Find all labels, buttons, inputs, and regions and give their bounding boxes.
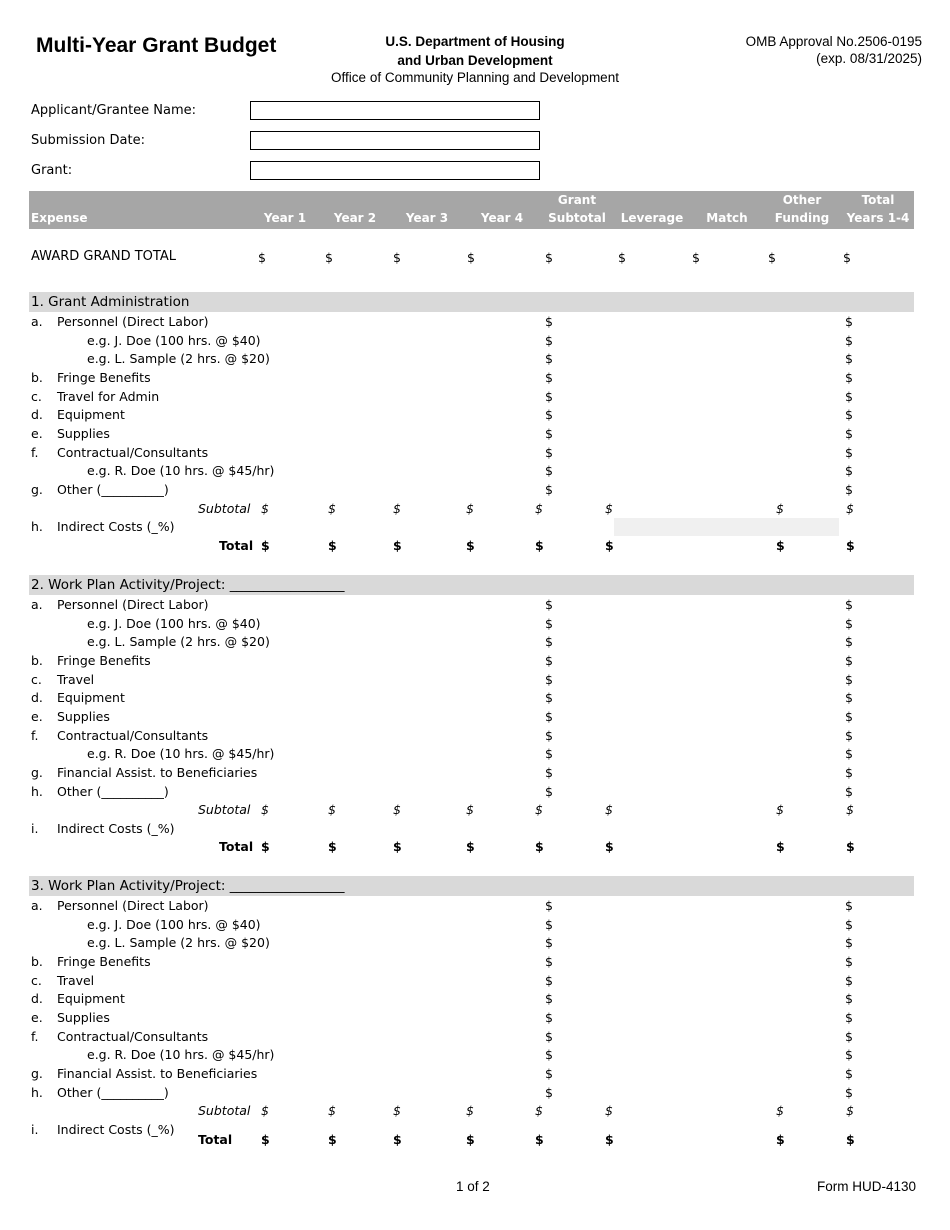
row-letter: a. [31,314,43,329]
grant-subtotal-amount[interactable]: $ [545,425,553,441]
subtotal-amount[interactable]: $ [328,802,336,818]
total-amount[interactable]: $ [845,708,853,724]
total-amount[interactable]: $ [845,727,853,743]
total-row-amount[interactable]: $ [393,1131,402,1147]
total-amount[interactable]: $ [845,898,853,913]
row-label: Supplies [57,425,110,441]
grant-subtotal-amount[interactable]: $ [545,615,553,631]
row-letter: g. [31,481,43,497]
total-row-amount[interactable]: $ [846,839,855,855]
grand-total-amount[interactable]: $ [258,250,266,265]
col-total-1: Total [861,193,895,207]
total-amount[interactable]: $ [845,351,853,367]
total-amount[interactable]: $ [845,746,853,762]
row-label: Other (__________) [57,1084,169,1100]
row-label: Fringe Benefits [57,953,151,969]
row-letter: g. [31,1065,43,1081]
row-label: e.g. L. Sample (2 hrs. @ $20) [87,634,270,650]
grand-total-amount[interactable]: $ [768,250,776,265]
row-label: Equipment [57,991,125,1007]
grant-subtotal-amount[interactable]: $ [545,332,553,348]
total-amount[interactable]: $ [845,953,853,969]
col-year4: Year 4 [480,211,524,225]
total-amount[interactable]: $ [845,764,853,780]
total-amount[interactable]: $ [845,783,853,799]
applicant-name-field[interactable] [250,101,540,120]
row-label: Personnel (Direct Labor) [57,597,209,612]
subtotal-amount[interactable]: $ [846,802,854,818]
indirect-costs-label: Indirect Costs (_%) [57,1121,175,1137]
subtotal-amount[interactable]: $ [466,802,474,818]
subtotal-amount[interactable]: $ [393,500,401,516]
subtotal-label: Subtotal [198,500,251,516]
grant-subtotal-amount[interactable]: $ [545,481,553,497]
total-row-amount[interactable]: $ [776,1131,785,1147]
col-grant-subtotal-2: Subtotal [548,211,606,225]
row-label: Personnel (Direct Labor) [57,898,209,913]
omb-approval: OMB Approval No.2506-0195 [745,34,922,49]
col-match: Match [706,211,748,225]
grant-subtotal-amount[interactable]: $ [545,1028,553,1044]
row-label: e.g. J. Doe (100 hrs. @ $40) [87,615,261,631]
row-letter: h. [31,519,43,535]
subtotal-amount[interactable]: $ [535,500,543,516]
row-letter: e. [31,1009,43,1025]
subtotal-amount[interactable]: $ [605,1103,613,1119]
submission-date-field[interactable] [250,131,540,150]
total-row-amount[interactable]: $ [466,537,475,553]
total-row-amount[interactable]: $ [846,537,855,553]
row-label: Supplies [57,1009,110,1025]
col-grant-subtotal-1: Grant [557,193,597,207]
row-label: Financial Assist. to Beneficiaries [57,764,258,780]
row-label: e.g. L. Sample (2 hrs. @ $20) [87,351,270,367]
grand-total-amount[interactable]: $ [618,250,626,265]
row-label: Travel for Admin [57,388,160,404]
row-letter: c. [31,671,42,687]
subtotal-amount[interactable]: $ [846,1103,854,1119]
col-leverage: Leverage [620,211,684,225]
form-number: Form HUD-4130 [816,1179,916,1194]
total-amount[interactable]: $ [845,369,853,385]
page-title: Multi-Year Grant Budget [36,34,277,57]
row-letter: d. [31,690,43,706]
grant-subtotal-amount[interactable]: $ [545,597,553,612]
grant-subtotal-amount[interactable]: $ [545,671,553,687]
grant-subtotal-amount[interactable]: $ [545,935,553,951]
total-row-amount[interactable]: $ [261,839,270,855]
omb-expiry: (exp. 08/31/2025) [816,51,922,66]
grand-total-amount[interactable]: $ [325,250,333,265]
subtotal-amount[interactable]: $ [261,1103,269,1119]
subtotal-amount[interactable]: $ [605,500,613,516]
row-letter: a. [31,898,43,913]
subtotal-amount[interactable]: $ [393,1103,401,1119]
row-letter: c. [31,388,42,404]
col-expense: Expense [31,211,88,225]
indirect-costs-label: Indirect Costs (_%) [57,820,175,836]
total-amount[interactable]: $ [845,671,853,687]
row-label: Other (__________) [57,783,169,799]
section-header [29,876,914,896]
total-row-amount[interactable]: $ [261,1131,270,1147]
subtotal-amount[interactable]: $ [466,500,474,516]
indirect-costs-label: Indirect Costs (_%) [57,519,175,535]
grant-subtotal-amount[interactable]: $ [545,690,553,706]
subtotal-amount[interactable]: $ [261,500,269,516]
total-amount[interactable]: $ [845,425,853,441]
row-label: e.g. R. Doe (10 hrs. @ $45/hr) [87,1047,275,1063]
total-amount[interactable]: $ [845,615,853,631]
row-letter: a. [31,597,43,612]
subtotal-amount[interactable]: $ [261,802,269,818]
row-label: Contractual/Consultants [57,444,209,460]
total-row-amount[interactable]: $ [776,537,785,553]
row-label: Fringe Benefits [57,369,151,385]
row-letter: e. [31,425,43,441]
grant-subtotal-amount[interactable]: $ [545,314,553,329]
total-row-amount[interactable]: $ [466,839,475,855]
grant-subtotal-amount[interactable]: $ [545,746,553,762]
col-total-2: Years 1-4 [846,211,910,225]
total-row-amount[interactable]: $ [328,839,337,855]
total-row-amount[interactable]: $ [535,839,544,855]
subtotal-amount[interactable]: $ [328,500,336,516]
grant-subtotal-amount[interactable]: $ [545,708,553,724]
page-number: 1 of 2 [456,1179,490,1194]
total-amount[interactable]: $ [845,634,853,650]
row-letter: i. [31,820,39,836]
subtotal-amount[interactable]: $ [328,1103,336,1119]
row-letter: h. [31,1084,43,1100]
grand-total-amount[interactable]: $ [843,250,851,265]
grant-subtotal-amount[interactable]: $ [545,634,553,650]
total-amount[interactable]: $ [845,332,853,348]
subtotal-amount[interactable]: $ [776,500,784,516]
grant-subtotal-amount[interactable]: $ [545,1047,553,1063]
grant-subtotal-amount[interactable]: $ [545,652,553,668]
grand-total-amount[interactable]: $ [545,250,553,265]
grant-subtotal-amount[interactable]: $ [545,444,553,460]
total-amount[interactable]: $ [845,481,853,497]
total-row-amount[interactable]: $ [535,1131,544,1147]
row-letter: d. [31,407,43,423]
grant-subtotal-amount[interactable]: $ [545,953,553,969]
row-label: Personnel (Direct Labor) [57,314,209,329]
grant-subtotal-amount[interactable]: $ [545,388,553,404]
col-year3: Year 3 [405,211,449,225]
section-header [29,575,914,595]
col-year1: Year 1 [263,211,307,225]
subtotal-amount[interactable]: $ [776,802,784,818]
row-label: e.g. J. Doe (100 hrs. @ $40) [87,332,261,348]
grant-subtotal-amount[interactable]: $ [545,463,553,479]
total-amount[interactable]: $ [845,935,853,951]
total-row-amount[interactable]: $ [776,839,785,855]
section-title: 3. Work Plan Activity/Project: _________________ [31,878,345,894]
total-amount[interactable]: $ [845,444,853,460]
total-amount[interactable]: $ [845,463,853,479]
total-row-amount[interactable]: $ [393,839,402,855]
total-label: Total [219,537,254,553]
row-label: Other (__________) [57,481,169,497]
row-label: Contractual/Consultants [57,727,209,743]
total-amount[interactable]: $ [845,314,853,329]
grant-subtotal-amount[interactable]: $ [545,991,553,1007]
row-letter: f. [31,444,39,460]
total-row-amount[interactable]: $ [466,1131,475,1147]
row-letter: b. [31,953,43,969]
row-label: Equipment [57,690,125,706]
grant-subtotal-amount[interactable]: $ [545,407,553,423]
grant-field[interactable] [250,161,540,180]
grand-total-label: AWARD GRAND TOTAL [31,249,176,264]
section-title: 2. Work Plan Activity/Project: _________________ [31,577,345,593]
subtotal-label: Subtotal [198,802,251,818]
row-letter: f. [31,1028,39,1044]
row-letter: b. [31,652,43,668]
row-label: Financial Assist. to Beneficiaries [57,1065,258,1081]
row-letter: f. [31,727,39,743]
subtotal-amount[interactable]: $ [846,500,854,516]
row-letter: h. [31,783,43,799]
total-row-amount[interactable]: $ [328,1131,337,1147]
row-label: e.g. R. Doe (10 hrs. @ $45/hr) [87,463,275,479]
row-letter: g. [31,764,43,780]
col-other-2: Funding [774,211,830,225]
grant-label: Grant: [31,163,73,178]
grant-subtotal-amount[interactable]: $ [545,916,553,932]
total-amount[interactable]: $ [845,690,853,706]
total-row-amount[interactable]: $ [393,537,402,553]
applicant-name-label: Applicant/Grantee Name: [31,103,197,118]
subtotal-amount[interactable]: $ [393,802,401,818]
row-letter: i. [31,1121,39,1137]
row-label: Travel [57,972,95,988]
subtotal-amount[interactable]: $ [535,1103,543,1119]
grant-subtotal-amount[interactable]: $ [545,369,553,385]
grant-subtotal-amount[interactable]: $ [545,727,553,743]
subtotal-label: Subtotal [198,1103,251,1119]
total-amount[interactable]: $ [845,972,853,988]
total-row-amount[interactable]: $ [846,1131,855,1147]
total-row-amount[interactable]: $ [605,537,614,553]
total-amount[interactable]: $ [845,597,853,612]
total-row-amount[interactable]: $ [328,537,337,553]
grand-total-amount[interactable]: $ [467,250,475,265]
total-amount[interactable]: $ [845,1084,853,1100]
subtotal-amount[interactable]: $ [535,802,543,818]
subtotal-amount[interactable]: $ [466,1103,474,1119]
row-letter: d. [31,991,43,1007]
section-title: 1. Grant Administration [31,294,190,310]
indirect-shade [614,518,839,536]
total-amount[interactable]: $ [845,1028,853,1044]
office-name: Office of Community Planning and Development [331,70,619,85]
row-label: Equipment [57,407,125,423]
row-letter: c. [31,972,42,988]
total-row-amount[interactable]: $ [605,1131,614,1147]
row-label: Travel [57,671,95,687]
subtotal-amount[interactable]: $ [605,802,613,818]
grant-subtotal-amount[interactable]: $ [545,972,553,988]
total-amount[interactable]: $ [845,407,853,423]
total-amount[interactable]: $ [845,1065,853,1081]
grant-subtotal-amount[interactable]: $ [545,1009,553,1025]
grand-total-amount[interactable]: $ [393,250,401,265]
grant-subtotal-amount[interactable]: $ [545,351,553,367]
grant-subtotal-amount[interactable]: $ [545,1065,553,1081]
dept-line1: U.S. Department of Housing [385,34,565,49]
col-year2: Year 2 [333,211,377,225]
total-label: Total [198,1131,233,1147]
row-label: Contractual/Consultants [57,1028,209,1044]
total-row-amount[interactable]: $ [261,537,270,553]
total-amount[interactable]: $ [845,652,853,668]
submission-date-label: Submission Date: [31,133,145,148]
total-row-amount[interactable]: $ [605,839,614,855]
row-label: Supplies [57,708,110,724]
total-row-amount[interactable]: $ [535,537,544,553]
column-header [29,191,914,229]
grant-subtotal-amount[interactable]: $ [545,898,553,913]
section-header [29,292,914,312]
grant-subtotal-amount[interactable]: $ [545,1084,553,1100]
total-label: Total [219,839,254,855]
grant-subtotal-amount[interactable]: $ [545,764,553,780]
row-letter: e. [31,708,43,724]
total-amount[interactable]: $ [845,388,853,404]
row-letter: b. [31,369,43,385]
dept-line2: and Urban Development [397,53,553,68]
grant-subtotal-amount[interactable]: $ [545,783,553,799]
total-amount[interactable]: $ [845,1009,853,1025]
grand-total-amount[interactable]: $ [692,250,700,265]
row-label: e.g. L. Sample (2 hrs. @ $20) [87,935,270,951]
row-label: e.g. J. Doe (100 hrs. @ $40) [87,916,261,932]
row-label: Fringe Benefits [57,652,151,668]
subtotal-amount[interactable]: $ [776,1103,784,1119]
total-amount[interactable]: $ [845,1047,853,1063]
total-amount[interactable]: $ [845,916,853,932]
total-amount[interactable]: $ [845,991,853,1007]
col-other-1: Other [782,193,822,207]
row-label: e.g. R. Doe (10 hrs. @ $45/hr) [87,746,275,762]
